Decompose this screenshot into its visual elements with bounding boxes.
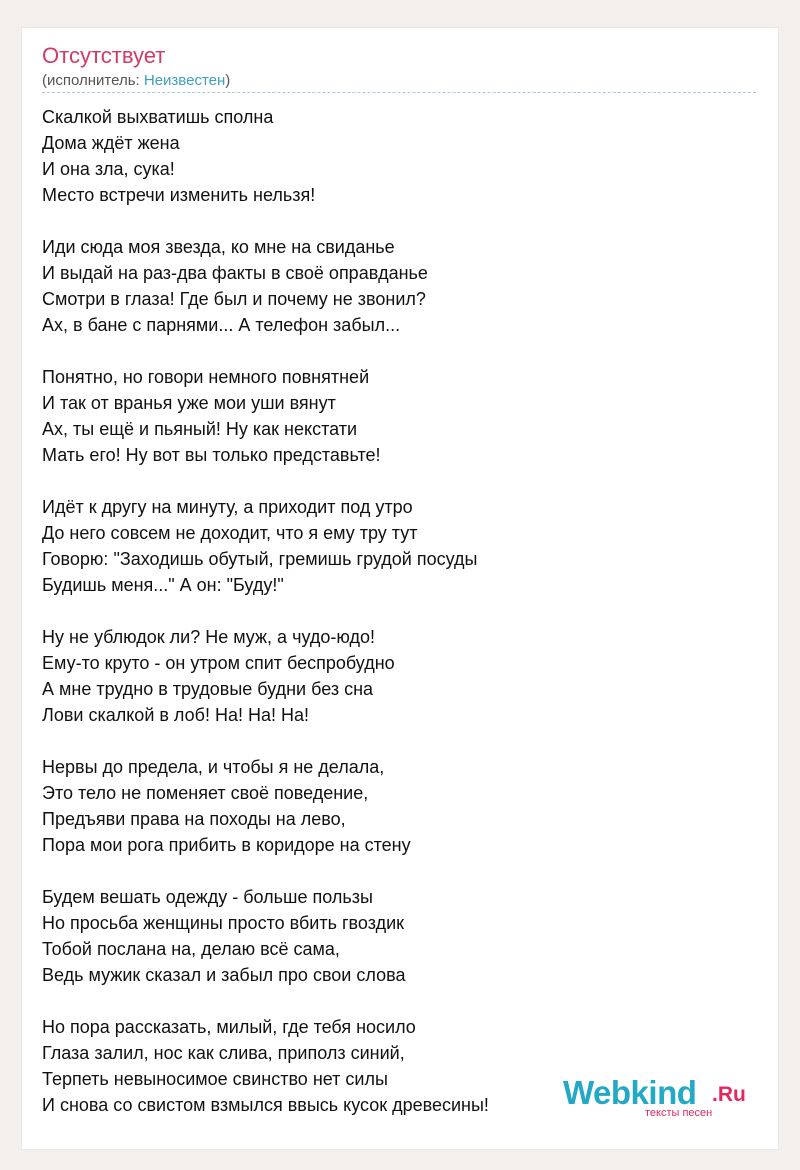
lyrics-body [42,104,742,1144]
lyric-line: Место встречи изменить нельзя! [42,185,316,205]
lyric-line: До него совсем не доходит, что я ему тру тут [42,523,418,543]
artist-line [42,72,230,90]
lyric-line: Ведь мужик сказал и забыл про свои слова [42,965,406,985]
logo-tagline: тексты песен [645,1107,713,1119]
lyric-line: Предъяви права на походы на лево, [42,809,346,829]
lyric-line: И снова со свистом взмылся ввысь кусок древесины! [42,1095,489,1115]
lyric-line: И так от вранья уже мои уши вянут [42,393,336,413]
lyric-line: Понятно, но говори немного повнятней [42,367,370,387]
lyric-line: Терпеть невыносимое свинство нет силы [42,1069,388,1089]
lyric-line: Идёт к другу на минуту, а приходит под утро [42,497,413,517]
lyric-line: Пора мои рога прибить в коридоре на стену [42,835,411,855]
lyrics-stanza [42,494,742,598]
lyrics-stanza [42,104,742,208]
lyric-line: Нервы до предела, и чтобы я не делала, [42,757,385,777]
lyric-line: Но просьба женщины просто вбить гвоздик [42,913,404,933]
lyric-line: Лови скалкой в лоб! На! На! На! [42,705,309,725]
lyric-line: Будишь меня..." А он: "Буду!" [42,575,284,595]
lyric-line: Смотри в глаза! Где был и почему не звонил? [42,289,426,309]
lyrics-page [22,28,778,1149]
lyrics-stanza [42,624,742,728]
lyric-line: Иди сюда моя звезда, ко мне на свиданье [42,237,395,257]
lyric-line: Ах, ты ещё и пьяный! Ну как некстати [42,419,358,439]
logo-word: Webkind [563,1074,697,1111]
lyrics-stanza [42,884,742,988]
artist-suffix: ) [225,72,231,89]
song-title: Отсутствует [42,43,166,68]
lyric-line: Ах, в бане с парнями... А телефон забыл... [42,315,401,335]
lyrics-stanza [42,754,742,858]
lyric-line: И она зла, сука! [42,159,175,179]
lyric-line: Мать его! Ну вот вы только представьте! [42,445,381,465]
lyric-line: Дома ждёт жена [42,133,180,153]
dashed-divider [42,92,756,93]
lyric-line: Говорю: "Заходишь обутый, гремишь грудой посуды [42,549,478,569]
lyric-line: Ну не ублюдок ли? Не муж, а чудо-юдо! [42,627,375,647]
lyric-line: Ему-то круто - он утром спит беспробудно [42,653,395,673]
lyrics-stanza [42,364,742,468]
lyric-line: А мне трудно в трудовые будни без сна [42,679,374,699]
lyric-line: Но пора рассказать, милый, где тебя носило [42,1017,416,1037]
lyrics-stanza [42,234,742,338]
artist-prefix: (исполнитель: [42,72,144,89]
lyric-line: Будем вешать одежду - больше пользы [42,887,373,907]
lyric-line: И выдай на раз-два факты в своё оправданье [42,263,428,283]
logo-suffix: .Ru [712,1083,746,1106]
lyric-line: Это тело не поменяет своё поведение, [42,783,369,803]
lyric-line: Глаза залил, нос как слива, приполз синий, [42,1043,405,1063]
webkind-logo[interactable] [563,1075,763,1119]
lyric-line: Тобой послана на, делаю всё сама, [42,939,340,959]
lyric-line: Скалкой выхватишь сполна [42,107,274,127]
artist-link[interactable]: Неизвестен [143,72,226,89]
